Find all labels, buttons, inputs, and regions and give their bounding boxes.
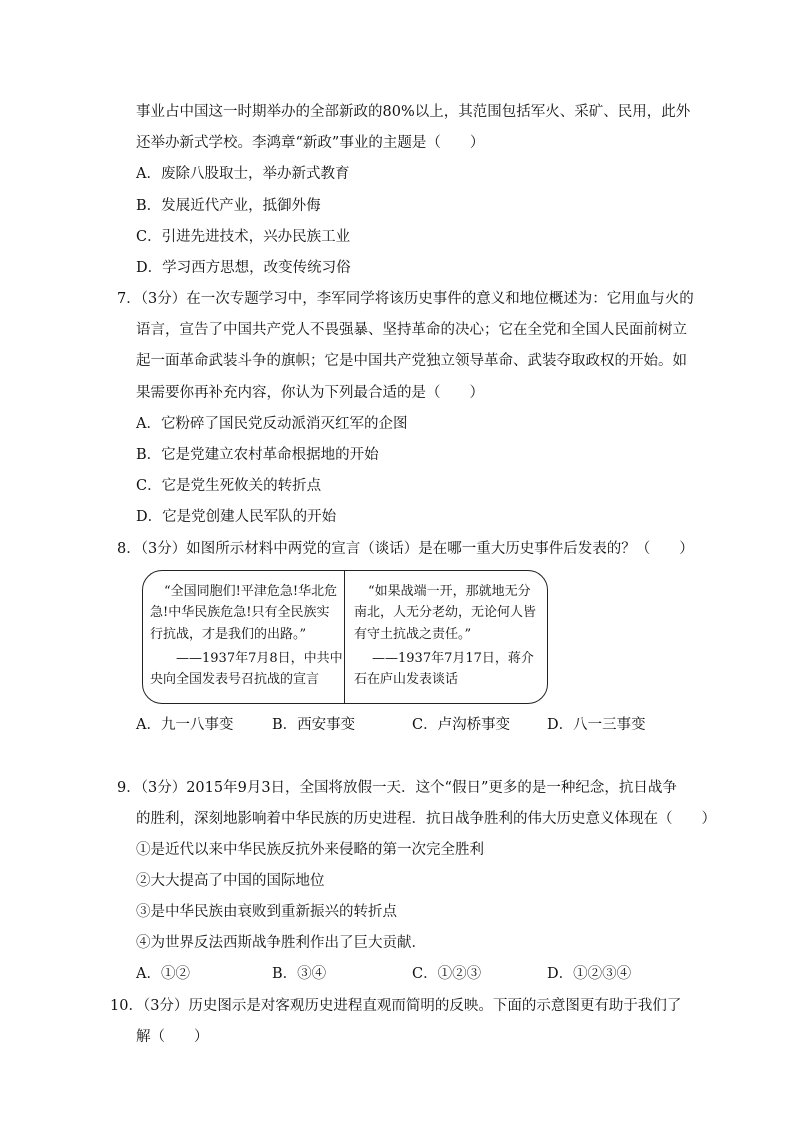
- q8-option-a: A．九一八事变: [136, 717, 234, 733]
- q7-stem-line-4: 果需要你再补充内容，你认为下列最合适的是（ ）: [136, 385, 484, 401]
- q6-stem-line-2: 还举办新式学校。李鸿章“新政”事业的主题是（ ）: [136, 135, 485, 151]
- q7-stem-line-1: 7．（3分）在一次专题学习中，李军同学将该历史事件的意义和地位概述为：它用血与火的: [117, 291, 694, 307]
- quote-divider: [344, 570, 345, 704]
- q9-option-b: B．③④: [272, 966, 327, 982]
- left-quote-line-4: ——1937年7月8日，中共中: [176, 651, 343, 666]
- left-quote-line-5: 央向全国发表号召抗战的宣言: [150, 672, 320, 687]
- q8-option-d: D．八一三事变: [547, 717, 646, 733]
- right-quote-line-4: ——1937年7月17日，蒋介: [372, 651, 534, 666]
- right-quote-line-2: 南北，人无分老幼，无论何人皆: [354, 605, 537, 620]
- left-quote-line-3: 行抗战，才是我们的出路。”: [150, 627, 307, 642]
- q7-option-c: C．它是党生死攸关的转折点: [136, 478, 322, 494]
- q7-option-b: B．它是党建立农村革命根据地的开始: [136, 447, 379, 463]
- q7-stem-line-3: 起一面革命武装斗争的旗帜；它是中国共产党独立领导革命、武装夺取政权的开始。如: [136, 353, 687, 369]
- q8-option-c: C．卢沟桥事变: [412, 717, 511, 733]
- left-quote-line-1: “全国同胞们!平津危急!华北危: [164, 584, 338, 599]
- right-quote-line-1: “如果战端一开，那就地无分: [368, 584, 531, 599]
- right-quote-line-3: 有守土抗战之责任。”: [354, 627, 472, 642]
- q9-item-3: ③是中华民族由衰败到重新振兴的转折点: [136, 904, 397, 920]
- q10-stem-line-1: 10．（3分）历史图示是对客观历史进程直观而简明的反映。下面的示意图更有助于我们了: [110, 998, 682, 1014]
- q9-item-4: ④为世界反法西斯战争胜利作出了巨大贡献．: [136, 935, 426, 951]
- q6-option-d: D．学习西方思想，改变传统习俗: [136, 260, 351, 276]
- q9-option-d: D．①②③④: [547, 966, 632, 982]
- right-quote-line-5: 石在庐山发表谈话: [354, 672, 459, 687]
- q7-option-a: A．它粉碎了国民党反动派消灭红军的企图: [136, 416, 408, 432]
- q9-stem-line-1: 9．（3分）2015年9月3日，全国将放假一天．这个“假日”更多的是一种纪念，抗日战争: [117, 780, 677, 796]
- q6-option-c: C．引进先进技术，兴办民族工业: [136, 229, 351, 245]
- q7-option-d: D．它是党创建人民军队的开始: [136, 509, 337, 525]
- q6-option-a: A．废除八股取士，举办新式教育: [136, 166, 350, 182]
- q8-stem: 8．（3分）如图所示材料中两党的宣言（谈话）是在哪一重大历史事件后发表的？（ ）: [117, 541, 694, 557]
- q8-option-b: B．西安事变: [272, 717, 356, 733]
- q9-item-1: ①是近代以来中华民族反抗外来侵略的第一次完全胜利: [136, 842, 484, 858]
- q6-option-b: B．发展近代产业，抵御外侮: [136, 198, 321, 214]
- q7-stem-line-2: 语言，宣告了中国共产党人不畏强暴、坚持革命的决心；它在全党和全国人民面前树立: [136, 322, 687, 338]
- q9-option-a: A．①②: [136, 966, 190, 982]
- q9-stem-line-2: 的胜利，深刻地影响着中华民族的历史进程．抗日战争胜利的伟大历史意义体现在（ ）: [136, 811, 716, 827]
- left-quote-line-2: 急!中华民族危急!只有全民族实: [150, 605, 330, 620]
- q9-item-2: ②大大提高了中国的国际地位: [136, 873, 325, 889]
- q9-option-c: C．①②③: [412, 966, 482, 982]
- q10-stem-line-2: 解（ ）: [136, 1029, 209, 1045]
- q6-stem-line-1: 事业占中国这一时期举办的全部新政的80%以上，其范围包括军火、采矿、民用，此外: [136, 104, 691, 120]
